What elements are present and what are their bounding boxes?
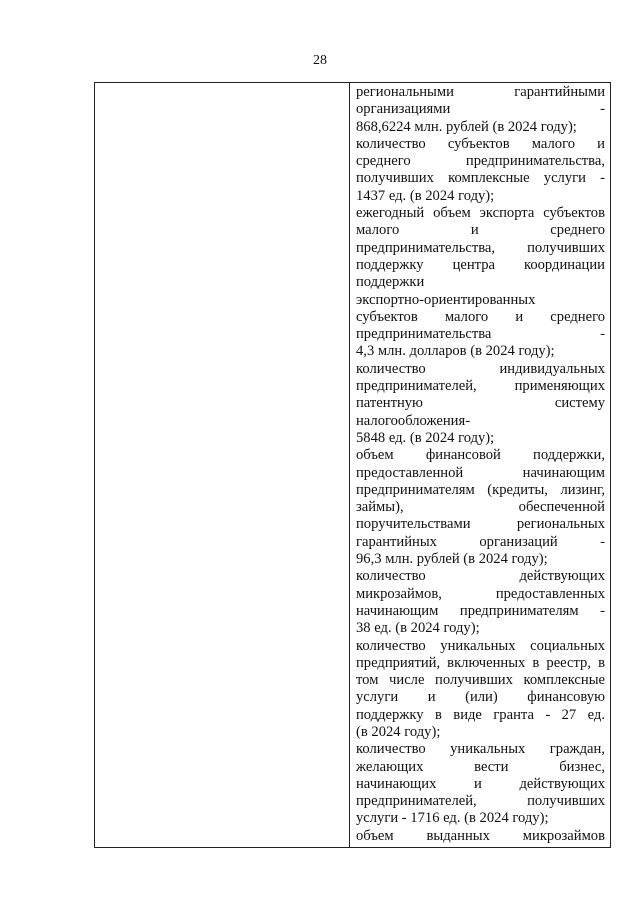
text-line: поддержку в виде гранта - 27 ед. <box>356 706 605 723</box>
text-line: малого и среднего <box>356 222 605 239</box>
text-line: количество уникальных граждан, <box>356 741 605 758</box>
text-line: патентную систему <box>356 395 605 412</box>
text-line: среднего предпринимательства, <box>356 153 605 170</box>
text-line: количество субъектов малого и <box>356 135 605 152</box>
text-line: ежегодный объем экспорта субъектов <box>356 205 605 222</box>
text-line: начинающих и действующих <box>356 775 605 792</box>
text-line: предпринимателей, получивших <box>356 793 605 810</box>
text-line: организациями - <box>356 101 605 118</box>
text-line: займы), обеспеченной <box>356 499 605 516</box>
text-line: услуги и (или) финансовую <box>356 689 605 706</box>
text-line: предприятий, включенных в реестр, в <box>356 654 605 671</box>
text-line: 96,3 млн. рублей (в 2024 году); <box>356 551 548 568</box>
text-line: 38 ед. (в 2024 году); <box>356 620 480 637</box>
text-line: начинающим предпринимателям - <box>356 602 605 619</box>
text-line: 868,6224 млн. рублей (в 2024 году); <box>356 118 577 135</box>
text-line: поддержки <box>356 274 425 291</box>
text-line: поручительствами региональных <box>356 516 605 533</box>
text-line: том числе получивших комплексные <box>356 672 605 689</box>
text-line: региональными гарантийными <box>356 84 605 100</box>
text-line: 1437 ед. (в 2024 году); <box>356 187 495 204</box>
text-line: желающих вести бизнес, <box>356 758 605 775</box>
text-line: гарантийных организаций - <box>356 533 605 550</box>
text-line: предпринимателей, применяющих <box>356 378 605 395</box>
text-line: (в 2024 году); <box>356 723 441 740</box>
text-line: получивших комплексные услуги - <box>356 170 605 187</box>
text-line: налогообложения- <box>356 412 471 429</box>
text-line: субъектов малого и среднего <box>356 308 605 325</box>
text-line: 5848 ед. (в 2024 году); <box>356 429 495 446</box>
document-table <box>94 82 611 848</box>
text-line: объем выданных микрозаймов <box>356 827 605 844</box>
table-right-column <box>356 84 605 845</box>
text-line: предпринимательства, получивших <box>356 239 605 256</box>
text-line: услуги - 1716 ед. (в 2024 году); <box>356 810 549 827</box>
page-number: 28 <box>313 53 327 68</box>
text-line: количество уникальных социальных <box>356 637 605 654</box>
text-line: предпринимательства - <box>356 326 605 343</box>
text-line: количество действующих <box>356 568 605 585</box>
text-line: количество индивидуальных <box>356 360 605 377</box>
text-line: объем финансовой поддержки, <box>356 447 605 464</box>
table-left-column <box>95 83 350 847</box>
text-line: предпринимателям (кредиты, лизинг, <box>356 481 605 498</box>
text-line: предоставленной начинающим <box>356 464 605 481</box>
text-line: поддержку центра координации <box>356 256 605 273</box>
text-line: микрозаймов, предоставленных <box>356 585 605 602</box>
text-line: 4,3 млн. долларов (в 2024 году); <box>356 343 555 360</box>
text-line: экспортно-ориентированных <box>356 291 536 308</box>
